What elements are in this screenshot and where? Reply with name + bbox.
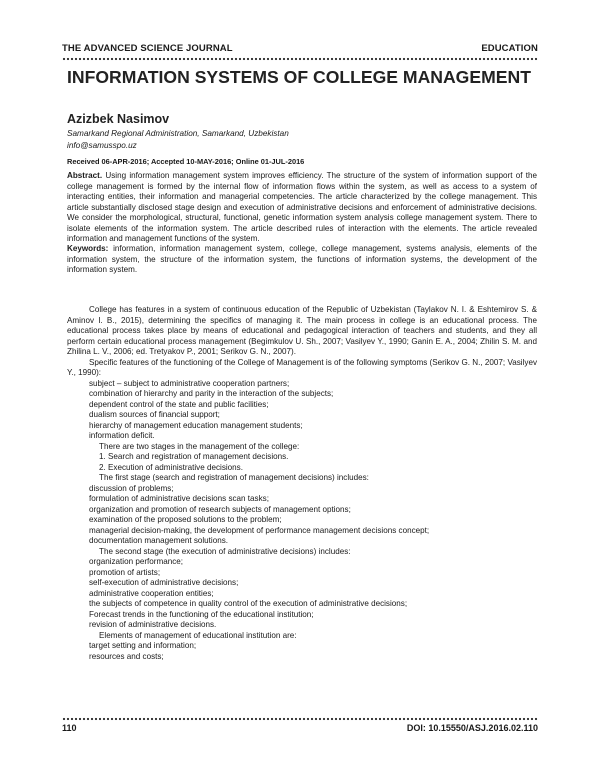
- list-item: target setting and information;: [89, 641, 197, 650]
- list-item: documentation management solutions.: [89, 536, 229, 545]
- author-name: Azizbek Nasimov: [67, 112, 170, 126]
- first-stage-intro: The first stage (search and registration of management decisions) includes:: [99, 473, 369, 482]
- elements-intro: Elements of management of educational institution are:: [99, 630, 297, 640]
- list-item: organization and promotion of research subjects of management options;: [89, 504, 351, 514]
- list-item: promotion of artists;: [89, 567, 161, 577]
- list-item: organization performance;: [89, 557, 184, 566]
- list-item: Forecast trends in the functioning of the educational institution;: [89, 609, 314, 619]
- list-item: formulation of administrative decisions scan tasks;: [89, 494, 269, 503]
- doi[interactable]: DOI: 10.15550/ASJ.2016.02.110: [406, 723, 538, 733]
- list-item: revision of administrative decisions.: [89, 620, 217, 629]
- keywords-label: Keywords:: [67, 244, 109, 253]
- list-item: examination of the proposed solutions to the problem;: [89, 515, 282, 524]
- second-stage-intro: The second stage (the execution of administrative decisions) includes:: [99, 546, 351, 556]
- first-stage-list: [67, 484, 537, 547]
- keywords-text: information, information management system, college, college management, systems analysis, elements of the information system, the structure of the information system, the functions of information systems, the development of the information system.: [67, 244, 538, 274]
- page-number: 110: [62, 723, 77, 733]
- abstract: [67, 171, 537, 245]
- elements-list: [67, 641, 537, 662]
- footer-divider: [62, 717, 538, 721]
- list-item: the subjects of competence in quality control of the execution of administrative decisions;: [89, 599, 408, 608]
- list-item: managerial decision-making, the development of performance management decisions concept;: [89, 525, 430, 535]
- second-stage-list: [67, 557, 537, 631]
- author-email[interactable]: info@samusspo.uz: [67, 141, 137, 150]
- list-item: resources and costs;: [89, 651, 164, 661]
- header-divider: [62, 57, 538, 61]
- running-header: [62, 43, 538, 57]
- abstract-text: Using information management system improves efficiency. The structure of the system of information support of the college management is formed by the internal flow of information flows within the system, as well as access to a system of interacting entities, their information and managerial competencies. The article characterized by the college management. This article substantially disclosed stage design and execution of administrative decisions and enforcement of administrative decisions. We consider the morphological, structural, functional, genetic information system analysis college management system. There to isolate elements of the information system. The article described rules of interaction with the elements. The article revealed information and management functions of the system.: [67, 171, 538, 243]
- list-item: dependent control of the state and public facilities;: [89, 399, 269, 409]
- journal-name: THE ADVANCED SCIENCE JOURNAL: [62, 43, 233, 54]
- list-item: discussion of problems;: [89, 483, 174, 493]
- section-name: EDUCATION: [481, 43, 538, 54]
- stage-item: 1. Search and registration of management decisions.: [99, 452, 289, 461]
- affiliation-text: Samarkand Regional Administration, Samarkand, Uzbekistan: [67, 129, 289, 138]
- paper-title: INFORMATION SYSTEMS OF COLLEGE MANAGEMENT: [67, 67, 531, 87]
- symptoms-list: [67, 379, 537, 442]
- author-affiliation: [67, 128, 289, 152]
- keywords: [67, 244, 537, 276]
- list-item: dualism sources of financial support;: [89, 410, 220, 419]
- body-paragraph: College has features in a system of continuous education of the Republic of Uzbekistan (Taylakov N. I. & Eshtemirov S. & Aminov I. B., 2015), determining the specifics of managing it. The main process in college is an educational process. The educational process takes place by means of educational and pedagogical interaction of teachers and students, and they all perform certain educational process management (Begimkulov U. Sh., 2007; Vasilyev Y., 1990; Ganin E. A., 2004; Zhilin S. M. and Zhilina L. V., 2006; ed. Tretyakov P., 2001; Serikov G. N., 2007).: [67, 305, 537, 356]
- body-text: [67, 305, 537, 662]
- list-item: hierarchy of management education management students;: [89, 420, 303, 430]
- stage-item: 2. Execution of administrative decisions.: [99, 462, 243, 472]
- list-item: self-execution of administrative decisions;: [89, 578, 239, 587]
- list-item: administrative cooperation entities;: [89, 588, 214, 598]
- list-item: subject – subject to administrative cooperation partners;: [89, 378, 290, 388]
- list-item: combination of hierarchy and parity in the interaction of the subjects;: [89, 389, 334, 398]
- body-paragraph: Specific features of the functioning of the College of Management is of the following symptoms (Serikov G. N., 2007; Vasilyev Y., 1990):: [67, 357, 537, 377]
- list-item: information deficit.: [89, 431, 155, 440]
- stages-intro: There are two stages in the management of the college:: [99, 441, 300, 451]
- submission-dates: Received 06-APR-2016; Accepted 10-MAY-2016; Online 01-JUL-2016: [67, 157, 305, 166]
- abstract-label: Abstract.: [67, 171, 103, 180]
